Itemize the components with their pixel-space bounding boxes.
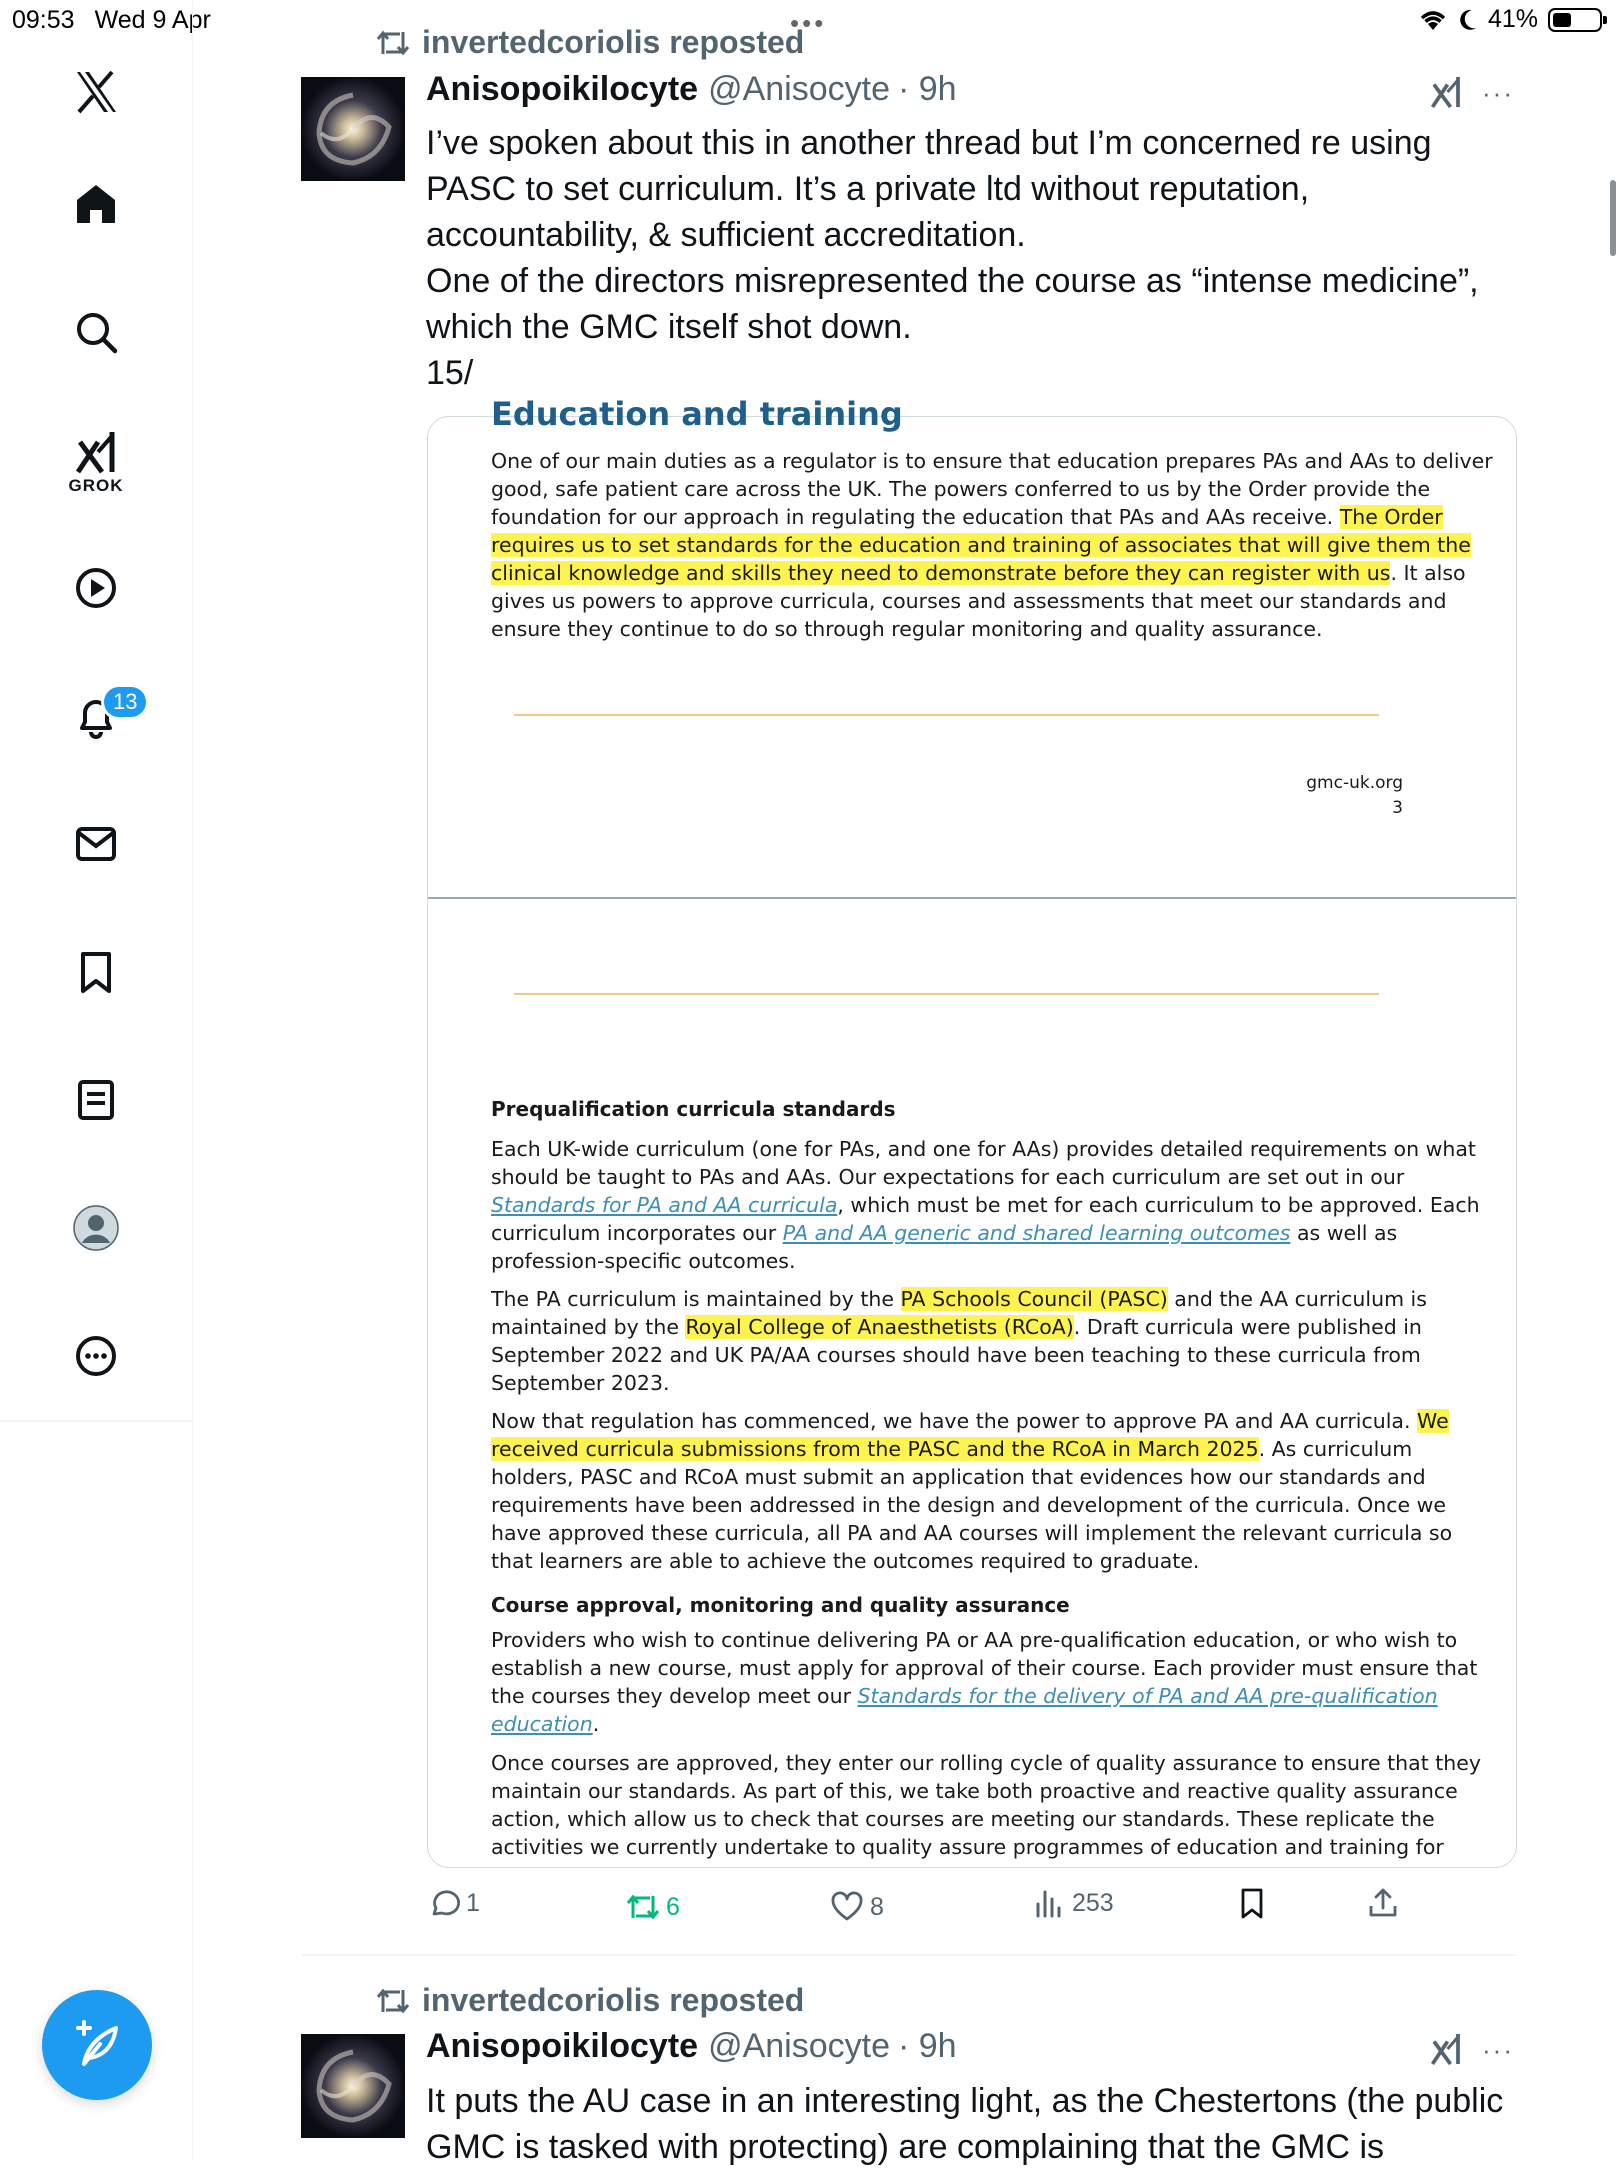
repost-label: invertedcoriolis reposted [422,1982,805,2018]
page-footer [1306,771,1403,821]
bookmark-button[interactable] [1235,1886,1269,1920]
document-title: Education and training [491,395,903,433]
avatar[interactable] [301,2034,405,2138]
tweet-text-line: I’ve spoken about this in another thread but I’m concerned re using [426,124,1432,162]
repost-icon [376,28,410,58]
sidebar-divider [0,1420,192,1422]
grok-explain-icon[interactable] [1428,2031,1464,2072]
notifications-badge[interactable]: 13 [101,684,149,720]
wifi-icon [1418,8,1448,32]
footer-page-number: 3 [1392,798,1403,818]
status-date: Wed 9 Apr [94,6,211,34]
tweet-text [426,120,1479,396]
x-logo-icon[interactable] [0,52,192,132]
repost-count: 6 [666,1892,680,1921]
battery-percent: 41% [1487,5,1538,33]
like-button[interactable] [830,1890,884,1924]
bookmarks-icon[interactable] [0,932,192,1012]
views-button[interactable] [1032,1886,1114,1920]
home-icon[interactable] [0,164,192,244]
document-heading: Prequalification curricula standards [491,1097,896,1121]
bookmark-icon [1235,1886,1269,1920]
page-separator [428,897,1516,899]
repost-button[interactable] [626,1890,680,1924]
reply-icon [426,1886,460,1920]
scrollbar-thumb[interactable] [1610,180,1616,256]
tweet-text-line: It puts the AU case in an interesting light, as the Chestertons (the public [426,2082,1504,2120]
compose-icon [70,2018,124,2072]
document-paragraph: Now that regulation has commenced, we have the power to approve PA and AA curricula. We received curricula submissions from the PASC and the RCoA in March 2025. As curriculum holders, PASC and RCoA must submit an application that evidences how our standards and requirements have been addressed in the design and development of the curricula. Once we have approved these curricula, all PA and AA courses will implement the relevant curricula so that learners are able to achieve the outcomes required to graduate. [491,1409,1453,1573]
multitasking-dots[interactable]: ••• [790,8,827,38]
tweet-text [426,2078,1503,2170]
moon-icon [1458,8,1478,32]
document-paragraph: Once courses are approved, they enter our rolling cycle of quality assurance to ensure that they maintain our standards. As part of this, we take both proactive and reactive quality assurance action, which allow us to check that courses are meeting our standards. These replicate the activities we currently undertake to quality assure programmes of education and training for [491,1751,1482,1859]
profile-icon[interactable] [0,1188,192,1268]
highlighted-text: clinical knowledge and skills they need to demonstrate before they can register with us [491,561,1391,585]
more-options-icon[interactable]: ··· [1482,78,1514,108]
highlighted-text: received curricula submissions from the PASC and the RCoA in March 2025 [491,1437,1259,1461]
document-paragraph: Each UK-wide curriculum (one for PAs, and one for AAs) provides detailed requirements on what should be taught to PAs and AAs. Our expectations for each curriculum are set out in our Standards for PA and AA curricula, which must be met for each curriculum to be approved. Each curriculum incorporates our PA and AA generic and shared learning outcomes as well as profession-specific outcomes. [491,1137,1480,1273]
tweet-header [426,70,957,109]
reply-count: 1 [466,1888,480,1917]
sidebar [0,0,193,2160]
repost-icon [626,1890,660,1924]
document-link: Standards for PA and AA curricula [491,1193,838,1217]
document-link: PA and AA generic and shared learning outcomes [782,1221,1291,1245]
status-time: 09:53 [12,6,75,34]
views-icon [1032,1886,1066,1920]
highlighted-text: PA Schools Council (PASC) [900,1287,1168,1311]
tweet-divider [302,1954,1516,1956]
like-count: 8 [870,1892,884,1921]
tweet-text-line: PASC to set curriculum. It’s a private ltd without reputation, [426,170,1310,208]
views-count: 253 [1072,1888,1114,1917]
author-name[interactable]: Anisopoikilocyte [426,70,699,108]
share-icon [1366,1886,1400,1920]
grok-label: GROK [68,476,124,495]
document-paragraph: The PA curriculum is maintained by the PA Schools Council (PASC) and the AA curriculum is maintained by the Royal College of Anaesthetists (RCoA). Draft curricula were published in September 2022 and UK PA/AA courses should have been teaching to these curricula from September 2023. [491,1287,1427,1395]
more-options-icon[interactable]: ··· [1482,2035,1514,2065]
document-rule [514,993,1379,995]
search-icon[interactable] [0,292,192,372]
battery-icon [1548,8,1602,32]
document-rule [514,714,1379,716]
share-button[interactable] [1366,1886,1400,1920]
lists-icon[interactable] [0,1060,192,1140]
avatar[interactable] [301,77,405,181]
document-paragraph: Providers who wish to continue delivering PA or AA pre-qualification education, or who wish to establish a new course, must apply for approval of their course. Each provider must ensure that the courses they develop meet our Standards for the delivery of PA and AA pre-qualification education. [491,1628,1478,1736]
repost-indicator[interactable] [376,24,804,61]
tweet-time[interactable]: · 9h [897,2027,957,2065]
heart-icon [830,1890,864,1924]
author-handle[interactable]: @Anisocyte [708,70,890,108]
repost-label: invertedcoriolis reposted [422,24,805,60]
tweet-media-image[interactable] [427,395,1517,1868]
document-link: education [491,1712,593,1736]
repost-indicator[interactable] [376,1982,804,2019]
tweet-text-line: GMC is tasked with protecting) are complaining that the GMC is [426,2128,1385,2166]
more-icon[interactable] [0,1316,192,1396]
tweet-text-line: accountability, & sufficient accreditation. [426,216,1026,254]
repost-icon [376,1986,410,2016]
messages-icon[interactable] [0,804,192,884]
tweet-text-line: which the GMC itself shot down. [426,308,912,346]
tweet-time[interactable]: · 9h [897,70,957,108]
document-heading: Course approval, monitoring and quality assurance [491,1593,1070,1617]
tweet-text-line: 15/ [426,354,474,392]
video-icon[interactable] [0,548,192,628]
highlighted-text: We [1417,1409,1449,1433]
highlighted-text: Royal College of Anaesthetists (RCoA) [685,1315,1074,1339]
document-link: Standards for the delivery of PA and AA pre-qualification [857,1684,1438,1708]
tweet-header [426,2027,957,2066]
footer-site: gmc-uk.org [1306,773,1403,793]
document-paragraph: One of our main duties as a regulator is to ensure that education prepares PAs and AAs to deliver good, safe patient care across the UK. The powers conferred to us by the Order provide the foundation for our approach in regulating the education that PAs and AAs receive. The Order requires us to set standards for the education and training of associates that will give them the clinical knowledge and skills they need to demonstrate before they can register with us. It also gives us powers to approve curricula, courses and assessments that meet our standards and ensure they continue to do so through regular monitoring and quality assurance. [491,449,1493,641]
reply-button[interactable] [426,1886,480,1920]
grok-explain-icon[interactable] [1428,74,1464,115]
status-bar-right [1418,5,1602,34]
author-name[interactable]: Anisopoikilocyte [426,2027,699,2065]
compose-button[interactable] [42,1990,152,2100]
highlighted-text: The Order [1339,505,1443,529]
notifications-icon[interactable] [0,676,192,756]
highlighted-text: requires us to set standards for the education and training of associates that will give them the [491,533,1471,557]
tweet-text-line: One of the directors misrepresented the course as “intense medicine”, [426,262,1479,300]
author-handle[interactable]: @Anisocyte [708,2027,890,2065]
